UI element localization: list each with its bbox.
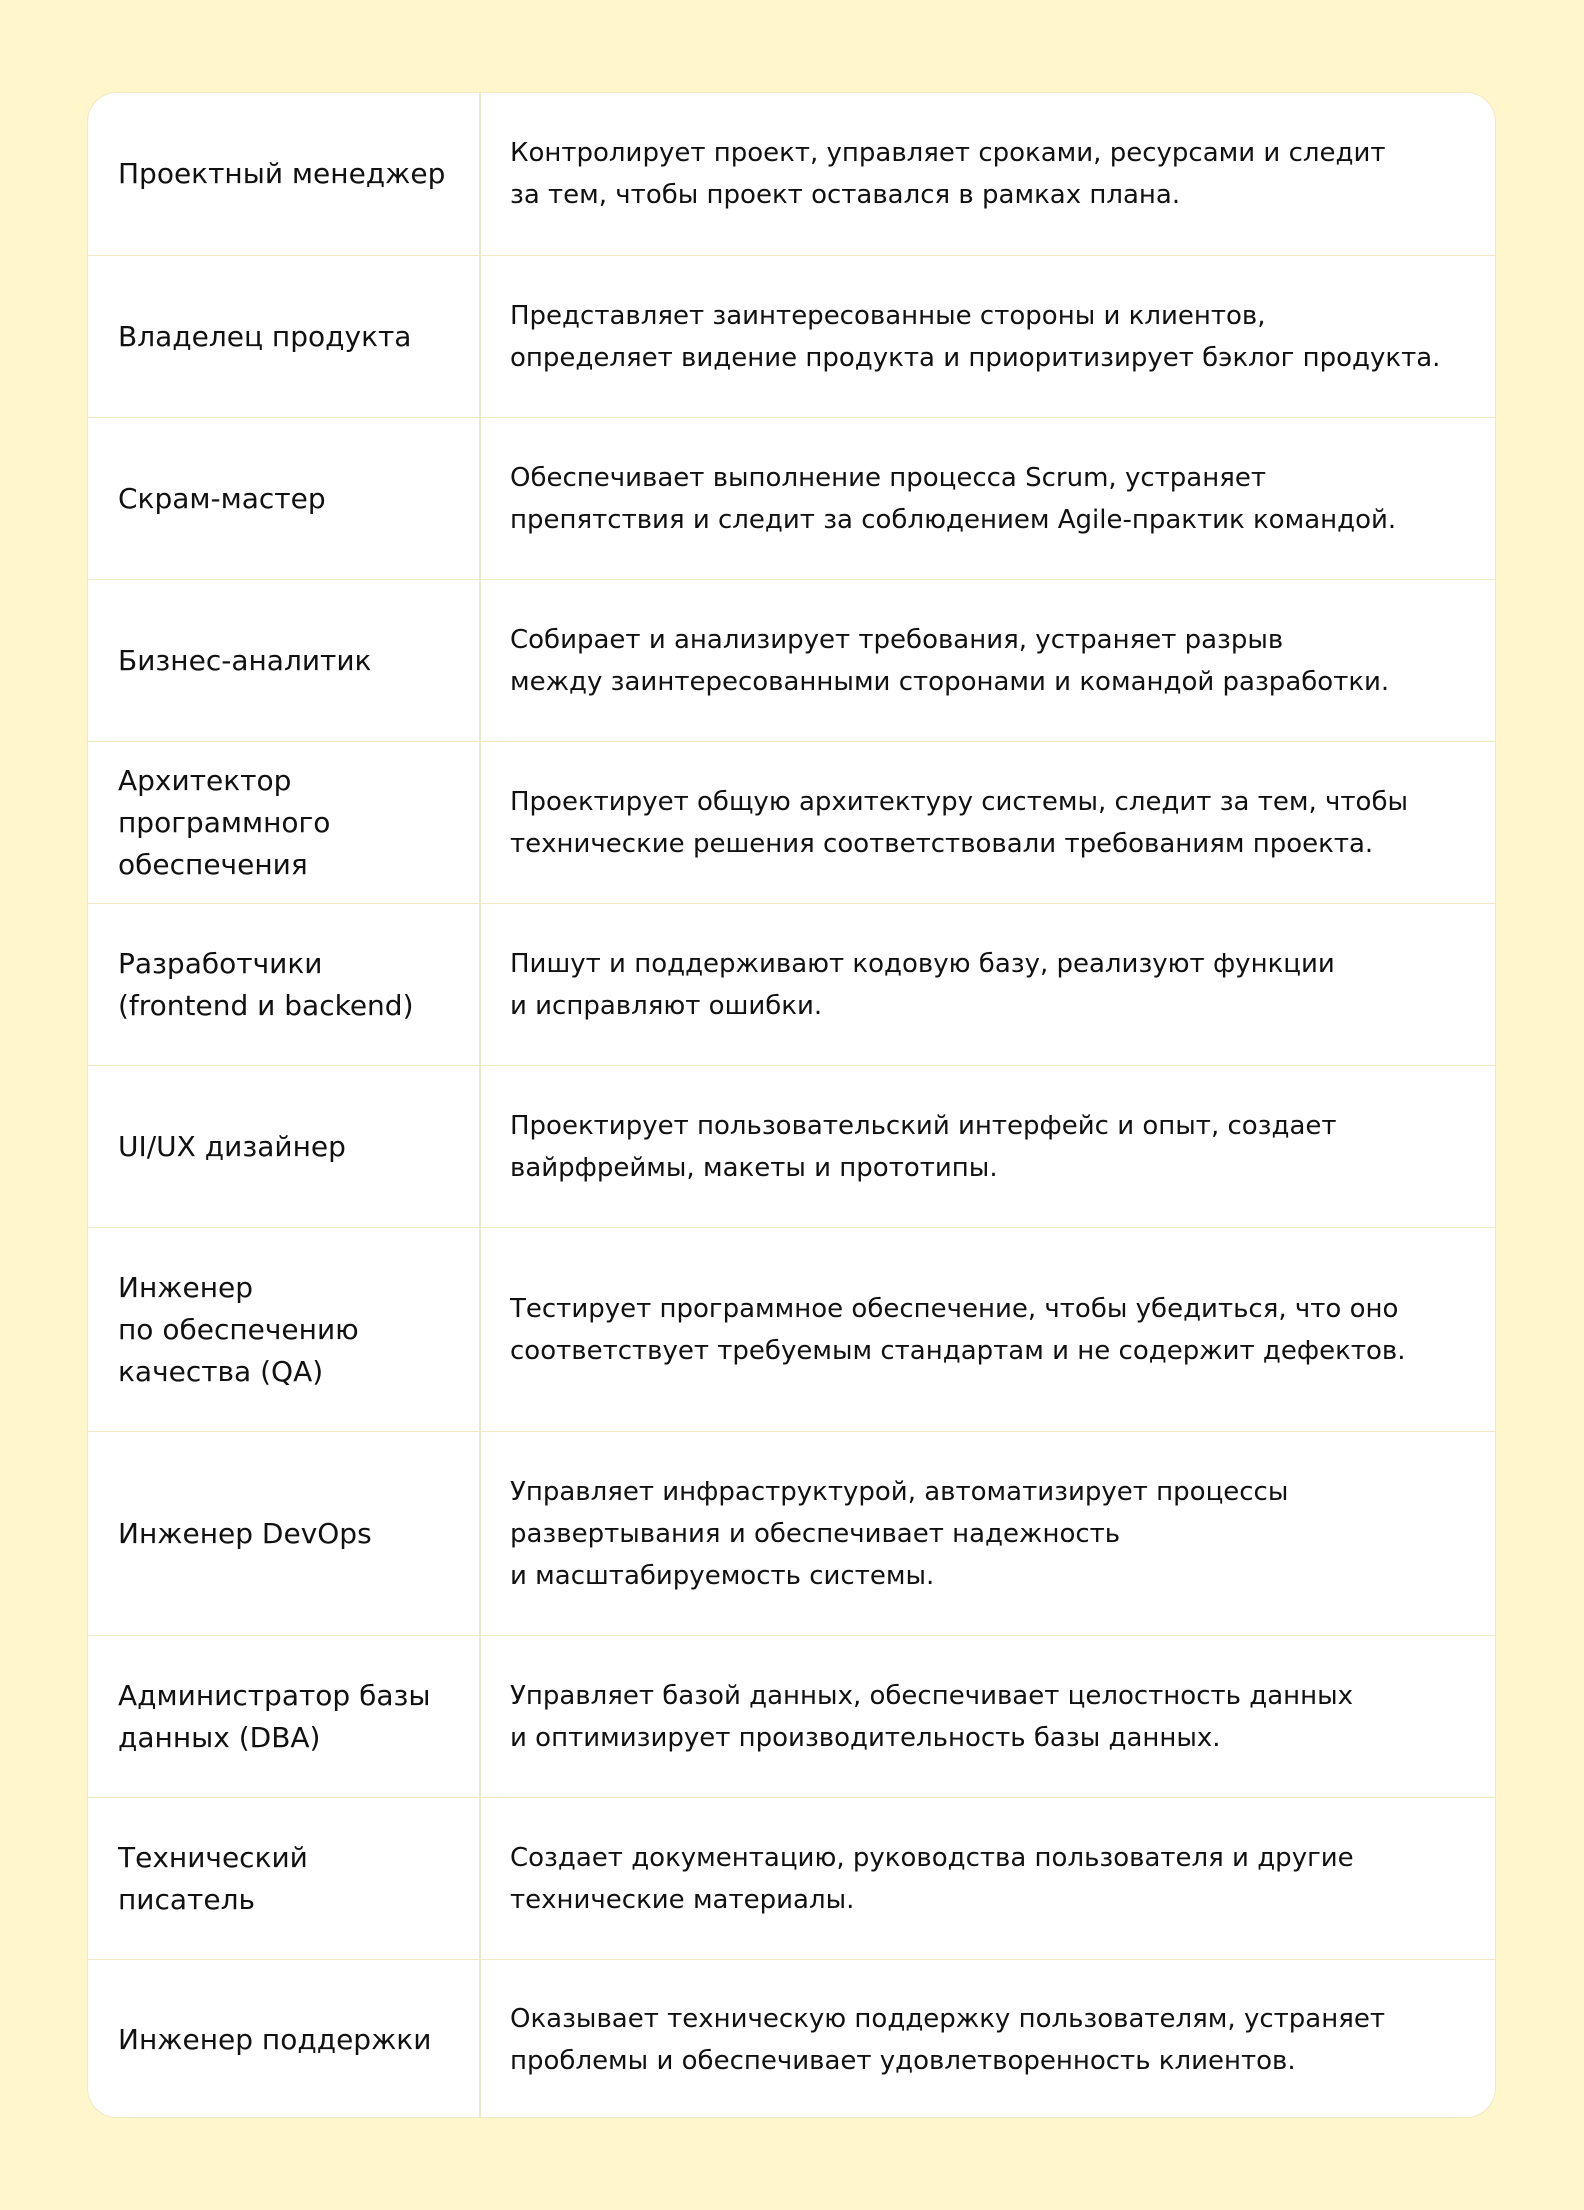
table-row xyxy=(88,417,1495,579)
role-description: Проектирует пользовательский интерфейс и опыт, создает вайрфреймы, макеты и прототипы. xyxy=(510,1110,1337,1183)
role-description: Управляет инфраструктурой, автоматизирует процессы развертывания и обеспечивает надежность и масштабируемость системы. xyxy=(510,1476,1289,1591)
table-row xyxy=(88,903,1495,1065)
role-description: Оказывает техническую поддержку пользователям, устраняет проблемы и обеспечивает удовлетворенность клиентов. xyxy=(510,2003,1385,2076)
role-description: Создает документацию, руководства пользователя и другие технические материалы. xyxy=(510,1842,1354,1915)
table-row xyxy=(88,93,1495,255)
role-description: Пишут и поддерживают кодовую базу, реализуют функции и исправляют ошибки. xyxy=(510,948,1335,1021)
role-description: Контролирует проект, управляет сроками, ресурсами и следит за тем, чтобы проект оставался в рамках плана. xyxy=(510,138,1386,210)
role-name: Администратор базы данных (DBA) xyxy=(118,1678,431,1754)
role-name: Инженер DevOps xyxy=(118,1516,372,1550)
role-name: Архитектор программного обеспечения xyxy=(118,763,331,881)
role-name: Инженер по обеспечению качества (QA) xyxy=(118,1270,359,1388)
role-name: Скрам-мастер xyxy=(118,481,326,515)
table-row xyxy=(88,1431,1495,1635)
table-row xyxy=(88,1797,1495,1959)
role-name: Инженер поддержки xyxy=(118,2022,432,2056)
role-name: Разработчики (frontend и backend) xyxy=(118,946,414,1022)
table-row xyxy=(88,579,1495,741)
table-row xyxy=(88,741,1495,903)
role-description: Представляет заинтересованные стороны и клиентов, определяет видение продукта и приоритизирует бэклог продукта. xyxy=(510,300,1441,373)
role-description: Собирает и анализирует требования, устраняет разрыв между заинтересованными сторонами и командой разработки. xyxy=(510,624,1390,697)
role-description: Управляет базой данных, обеспечивает целостность данных и оптимизирует производительность базы данных. xyxy=(510,1680,1354,1753)
table-row xyxy=(88,1227,1495,1431)
table-row xyxy=(88,1959,1495,2118)
role-name: Владелец продукта xyxy=(118,319,412,353)
role-name: Проектный менеджер xyxy=(118,157,446,190)
role-name: UI/UX дизайнер xyxy=(118,1129,346,1163)
table-row xyxy=(88,1635,1495,1797)
role-name: Бизнес-аналитик xyxy=(118,643,372,677)
roles-table xyxy=(87,92,1496,2118)
table-row xyxy=(88,1065,1495,1227)
role-description: Обеспечивает выполнение процесса Scrum, устраняет препятствия и следит за соблюдением Agile-практик командой. xyxy=(510,462,1397,535)
role-name: Технический писатель xyxy=(118,1840,308,1916)
role-description: Тестирует программное обеспечение, чтобы убедиться, что оно соответствует требуемым стандартам и не содержит дефектов. xyxy=(510,1293,1406,1366)
table-row xyxy=(88,255,1495,417)
role-description: Проектирует общую архитектуру системы, следит за тем, чтобы технические решения соответствовали требованиям проекта. xyxy=(510,786,1409,859)
